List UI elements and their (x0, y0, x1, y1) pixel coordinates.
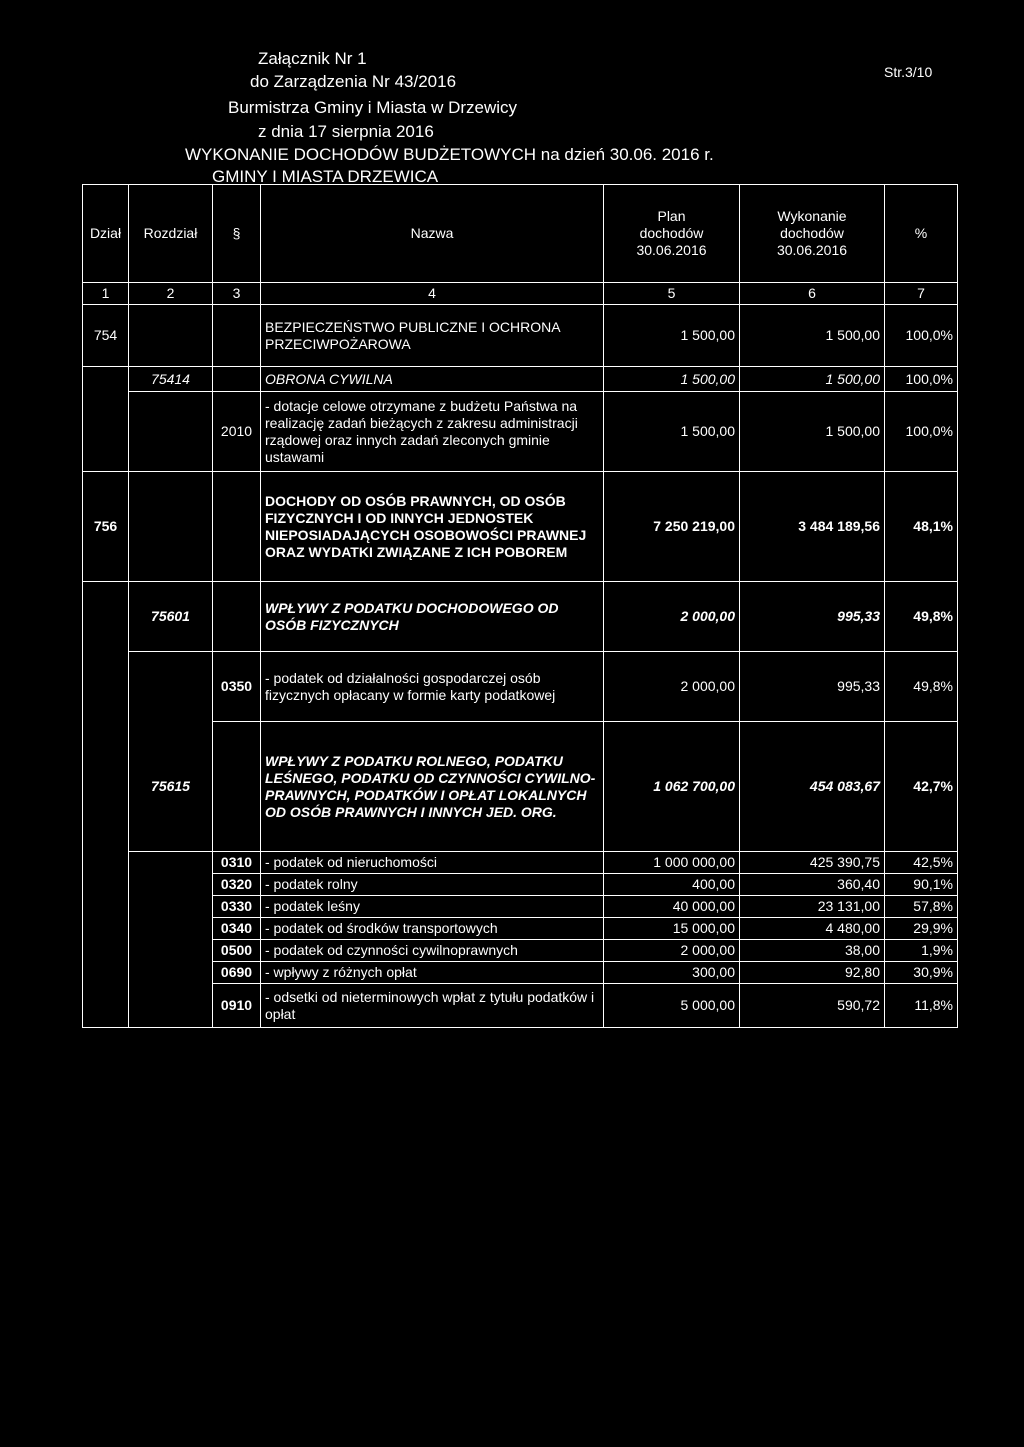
percent-value: 30,9% (885, 962, 958, 984)
paragraf-code: 0330 (213, 896, 261, 918)
percent-value: 90,1% (885, 874, 958, 896)
col-number: 2 (129, 283, 213, 305)
table-row (83, 852, 958, 874)
col-number: 7 (885, 283, 958, 305)
percent-value: 42,7% (885, 722, 958, 852)
row-name: - podatek leśny (261, 896, 604, 918)
table-header-row (83, 185, 958, 283)
dzial-code (83, 962, 129, 984)
execution-value: 454 083,67 (740, 722, 885, 852)
dzial-code (83, 940, 129, 962)
col-number: 6 (740, 283, 885, 305)
municipality-name: GMINY I MIASTA DRZEWICA (212, 167, 439, 186)
rozdzial-code (129, 305, 213, 367)
col-header-plan-line1: Plan (657, 208, 686, 224)
table-row (83, 984, 958, 1028)
page-number: Str.3/10 (884, 64, 933, 80)
execution-value: 360,40 (740, 874, 885, 896)
ordinance-reference: do Zarządzenia Nr 43/2016 (250, 72, 457, 91)
col-header-wykonanie-line3: 30.06.2016 (776, 242, 848, 258)
execution-value: 92,80 (740, 962, 885, 984)
dzial-code (83, 918, 129, 940)
paragraf-code: 0320 (213, 874, 261, 896)
col-header-plan (604, 185, 740, 283)
table-row (83, 962, 958, 984)
percent-value: 11,8% (885, 984, 958, 1028)
rozdzial-code (129, 962, 213, 984)
percent-value: 100,0% (885, 392, 958, 472)
table-row (83, 940, 958, 962)
row-name: - dotacje celowe otrzymane z budżetu Państwa na realizację zadań bieżących z zakresu administracji rządowej oraz innych zadań zleconych gminie ustawami (261, 392, 604, 472)
execution-value: 1 500,00 (740, 392, 885, 472)
dzial-code: 756 (83, 472, 129, 582)
column-number-row (83, 283, 958, 305)
issuer: Burmistrza Gminy i Miasta w Drzewicy (228, 98, 518, 117)
paragraf-code: 0910 (213, 984, 261, 1028)
percent-value: 48,1% (885, 472, 958, 582)
paragraf-code: 0350 (213, 652, 261, 722)
col-number: 4 (261, 283, 604, 305)
plan-value: 1 000 000,00 (604, 852, 740, 874)
plan-value: 1 500,00 (604, 392, 740, 472)
col-number: 3 (213, 283, 261, 305)
col-header-nazwa: Nazwa (261, 185, 604, 283)
paragraf-code (213, 305, 261, 367)
rozdzial-code (129, 852, 213, 874)
plan-value: 300,00 (604, 962, 740, 984)
execution-value: 1 500,00 (740, 367, 885, 392)
row-name: - odsetki od nieterminowych wpłat z tytułu podatków i opłat (261, 984, 604, 1028)
rozdzial-code (129, 896, 213, 918)
table-row (83, 722, 958, 852)
row-name: WPŁYWY Z PODATKU ROLNEGO, PODATKU LEŚNEGO, PODATKU OD CZYNNOŚCI CYWILNO-PRAWNYCH, PODATKÓW I OPŁAT LOKALNYCH OD OSÓB PRAWNYCH I INNYCH JED. ORG. (261, 722, 604, 852)
plan-value: 15 000,00 (604, 918, 740, 940)
paragraf-code: 2010 (213, 392, 261, 472)
paragraf-code: 0690 (213, 962, 261, 984)
dzial-code: 754 (83, 305, 129, 367)
plan-value: 2 000,00 (604, 940, 740, 962)
plan-value: 1 062 700,00 (604, 722, 740, 852)
col-header-procent: % (885, 185, 958, 283)
plan-value: 5 000,00 (604, 984, 740, 1028)
col-header-plan-line2: dochodów (639, 225, 704, 241)
col-header-wykonanie-line2: dochodów (780, 225, 844, 241)
paragraf-code (213, 722, 261, 852)
rozdzial-code (129, 984, 213, 1028)
row-name: DOCHODY OD OSÓB PRAWNYCH, OD OSÓB FIZYCZNYCH I OD INNYCH JEDNOSTEK NIEPOSIADAJĄCYCH OSOBOWOŚCI PRAWNEJ ORAZ WYDATKI ZWIĄZANE Z ICH POBOREM (261, 472, 604, 582)
revenue-table (82, 184, 958, 1028)
execution-value: 38,00 (740, 940, 885, 962)
col-header-plan-line3: 30.06.2016 (636, 242, 707, 258)
dzial-code (83, 722, 129, 852)
dzial-code (83, 874, 129, 896)
paragraf-code: 0340 (213, 918, 261, 940)
rozdzial-code (129, 874, 213, 896)
col-header-rozdzial: Rozdział (129, 185, 213, 283)
dzial-code (83, 392, 129, 472)
col-number: 5 (604, 283, 740, 305)
row-name: - wpływy z różnych opłat (261, 962, 604, 984)
col-number: 1 (83, 283, 129, 305)
execution-value: 1 500,00 (740, 305, 885, 367)
rozdzial-code (129, 918, 213, 940)
row-name: BEZPIECZEŃSTWO PUBLICZNE I OCHRONA PRZECIWPOŻAROWA (261, 305, 604, 367)
issue-date: z dnia 17 sierpnia 2016 (258, 122, 434, 141)
table-row (83, 918, 958, 940)
percent-value: 49,8% (885, 652, 958, 722)
paragraf-code (213, 472, 261, 582)
plan-value: 1 500,00 (604, 305, 740, 367)
table-row (83, 305, 958, 367)
table-row (83, 367, 958, 392)
row-name: - podatek rolny (261, 874, 604, 896)
execution-value: 995,33 (740, 652, 885, 722)
table-row (83, 652, 958, 722)
percent-value: 57,8% (885, 896, 958, 918)
attachment-title: Załącznik Nr 1 (258, 49, 367, 68)
row-name: WPŁYWY Z PODATKU DOCHODOWEGO OD OSÓB FIZYCZNYCH (261, 582, 604, 652)
row-name: - podatek od nieruchomości (261, 852, 604, 874)
execution-value: 3 484 189,56 (740, 472, 885, 582)
rozdzial-code: 75601 (129, 582, 213, 652)
paragraf-code: 0500 (213, 940, 261, 962)
dzial-code (83, 367, 129, 392)
percent-value: 100,0% (885, 305, 958, 367)
table-row (83, 392, 958, 472)
col-header-paragraf: § (213, 185, 261, 283)
paragraf-code (213, 582, 261, 652)
dzial-code (83, 852, 129, 874)
col-header-wykonanie-line1: Wykonanie (777, 208, 847, 224)
plan-value: 7 250 219,00 (604, 472, 740, 582)
dzial-code (83, 582, 129, 652)
col-header-wykonanie (740, 185, 885, 283)
plan-value: 2 000,00 (604, 652, 740, 722)
execution-value: 23 131,00 (740, 896, 885, 918)
col-header-dzial: Dział (83, 185, 129, 283)
plan-value: 400,00 (604, 874, 740, 896)
table-row (83, 472, 958, 582)
rozdzial-code (129, 472, 213, 582)
dzial-code (83, 984, 129, 1028)
row-name: OBRONA CYWILNA (261, 367, 604, 392)
table-row (83, 582, 958, 652)
row-name: - podatek od działalności gospodarczej osób fizycznych opłacany w formie karty podatkowej (261, 652, 604, 722)
percent-value: 42,5% (885, 852, 958, 874)
table-row (83, 896, 958, 918)
dzial-code (83, 896, 129, 918)
paragraf-code (213, 367, 261, 392)
plan-value: 40 000,00 (604, 896, 740, 918)
document-title: WYKONANIE DOCHODÓW BUDŻETOWYCH na dzień 30.06. 2016 r. (185, 145, 714, 164)
plan-value: 2 000,00 (604, 582, 740, 652)
execution-value: 4 480,00 (740, 918, 885, 940)
rozdzial-code (129, 940, 213, 962)
plan-value: 1 500,00 (604, 367, 740, 392)
rozdzial-code: 75615 (129, 722, 213, 852)
execution-value: 425 390,75 (740, 852, 885, 874)
row-name: - podatek od środków transportowych (261, 918, 604, 940)
percent-value: 29,9% (885, 918, 958, 940)
percent-value: 100,0% (885, 367, 958, 392)
percent-value: 49,8% (885, 582, 958, 652)
execution-value: 590,72 (740, 984, 885, 1028)
execution-value: 995,33 (740, 582, 885, 652)
rozdzial-code (129, 652, 213, 722)
rozdzial-code: 75414 (129, 367, 213, 392)
paragraf-code: 0310 (213, 852, 261, 874)
row-name: - podatek od czynności cywilnoprawnych (261, 940, 604, 962)
table-row (83, 874, 958, 896)
rozdzial-code (129, 392, 213, 472)
percent-value: 1,9% (885, 940, 958, 962)
dzial-code (83, 652, 129, 722)
